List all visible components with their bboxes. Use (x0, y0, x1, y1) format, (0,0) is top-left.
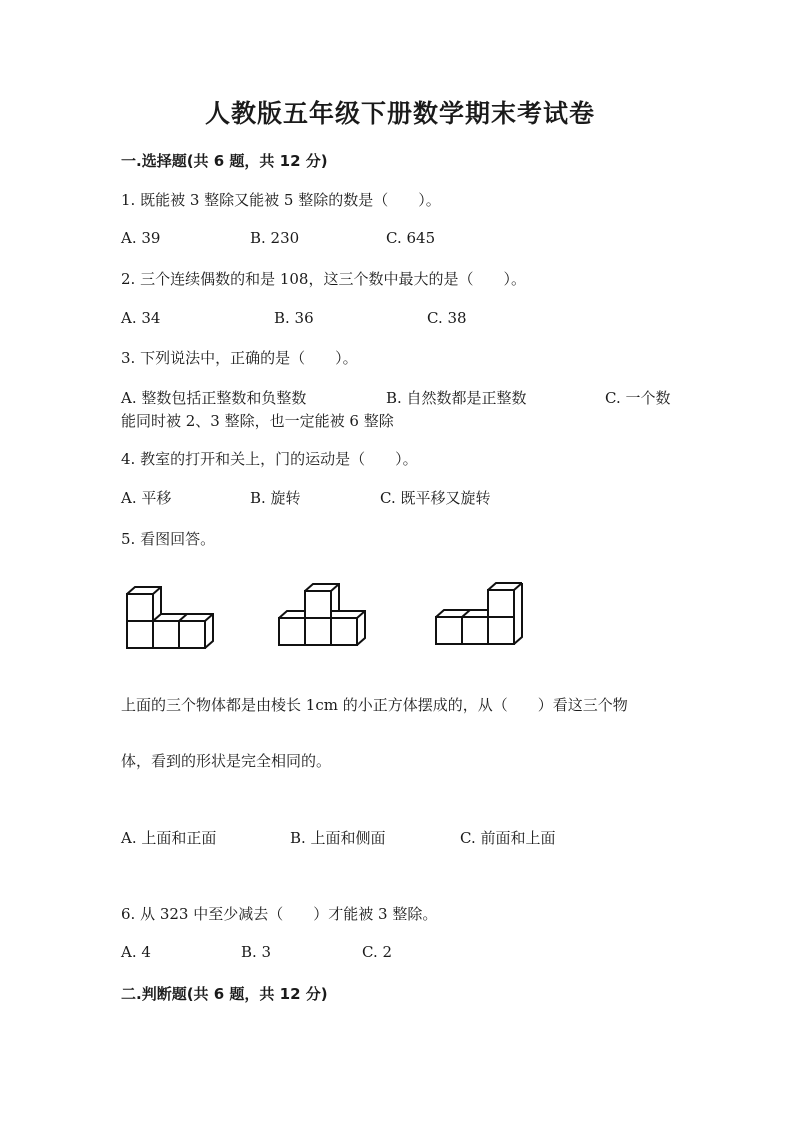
q1-option-b[interactable]: B. 230 (250, 229, 300, 247)
q4-option-b[interactable]: B. 旋转 (250, 489, 301, 507)
q2-option-b[interactable]: B. 36 (274, 309, 314, 327)
q5-option-a[interactable]: A. 上面和正面 (121, 829, 217, 847)
q5-paragraph-line-1: 上面的三个物体都是由棱长 1cm 的小正方体摆成的，从（ ）看这三个物 (121, 696, 628, 714)
q6-option-a[interactable]: A. 4 (121, 943, 151, 961)
q3-option-a[interactable]: A. 整数包括正整数和负整数 (121, 389, 307, 407)
question-5: 5. 看图回答。 (121, 530, 216, 548)
question-1: 1. 既能被 3 整除又能被 5 整除的数是（ ）。 (121, 191, 441, 209)
question-3: 3. 下列说法中，正确的是（ ）。 (121, 349, 358, 367)
q6-option-b[interactable]: B. 3 (241, 943, 272, 961)
q5-paragraph-line-2: 体，看到的形状是完全相同的。 (121, 752, 332, 770)
question-6: 6. 从 323 中至少减去（ ）才能被 3 整除。 (121, 905, 438, 923)
q5-option-b[interactable]: B. 上面和侧面 (290, 829, 386, 847)
q1-option-a[interactable]: A. 39 (121, 229, 161, 247)
question-2: 2. 三个连续偶数的和是 108，这三个数中最大的是（ ）。 (121, 270, 526, 288)
cube-figure-1 (118, 580, 218, 652)
q5-option-c[interactable]: C. 前面和上面 (460, 829, 556, 847)
q6-option-c[interactable]: C. 2 (362, 943, 393, 961)
q3-option-c-continuation: 能同时被 2、3 整除，也一定能被 6 整除 (121, 412, 394, 430)
cube-figure-2 (270, 577, 370, 649)
q2-option-a[interactable]: A. 34 (121, 309, 161, 327)
q2-option-c[interactable]: C. 38 (427, 309, 467, 327)
q4-option-c[interactable]: C. 既平移又旋转 (380, 489, 491, 507)
question-4: 4. 教室的打开和关上，门的运动是（ ）。 (121, 450, 418, 468)
q3-option-b[interactable]: B. 自然数都是正整数 (386, 389, 527, 407)
section-heading-choice: 一.选择题(共 6 题，共 12 分) (121, 152, 328, 170)
q1-option-c[interactable]: C. 645 (386, 229, 436, 247)
q4-option-a[interactable]: A. 平移 (121, 489, 172, 507)
cube-figure-3 (427, 576, 527, 648)
page-title: 人教版五年级下册数学期末考试卷 (204, 99, 595, 128)
q3-option-c[interactable]: C. 一个数 (605, 389, 671, 407)
section-heading-judgement: 二.判断题(共 6 题，共 12 分) (121, 985, 328, 1003)
